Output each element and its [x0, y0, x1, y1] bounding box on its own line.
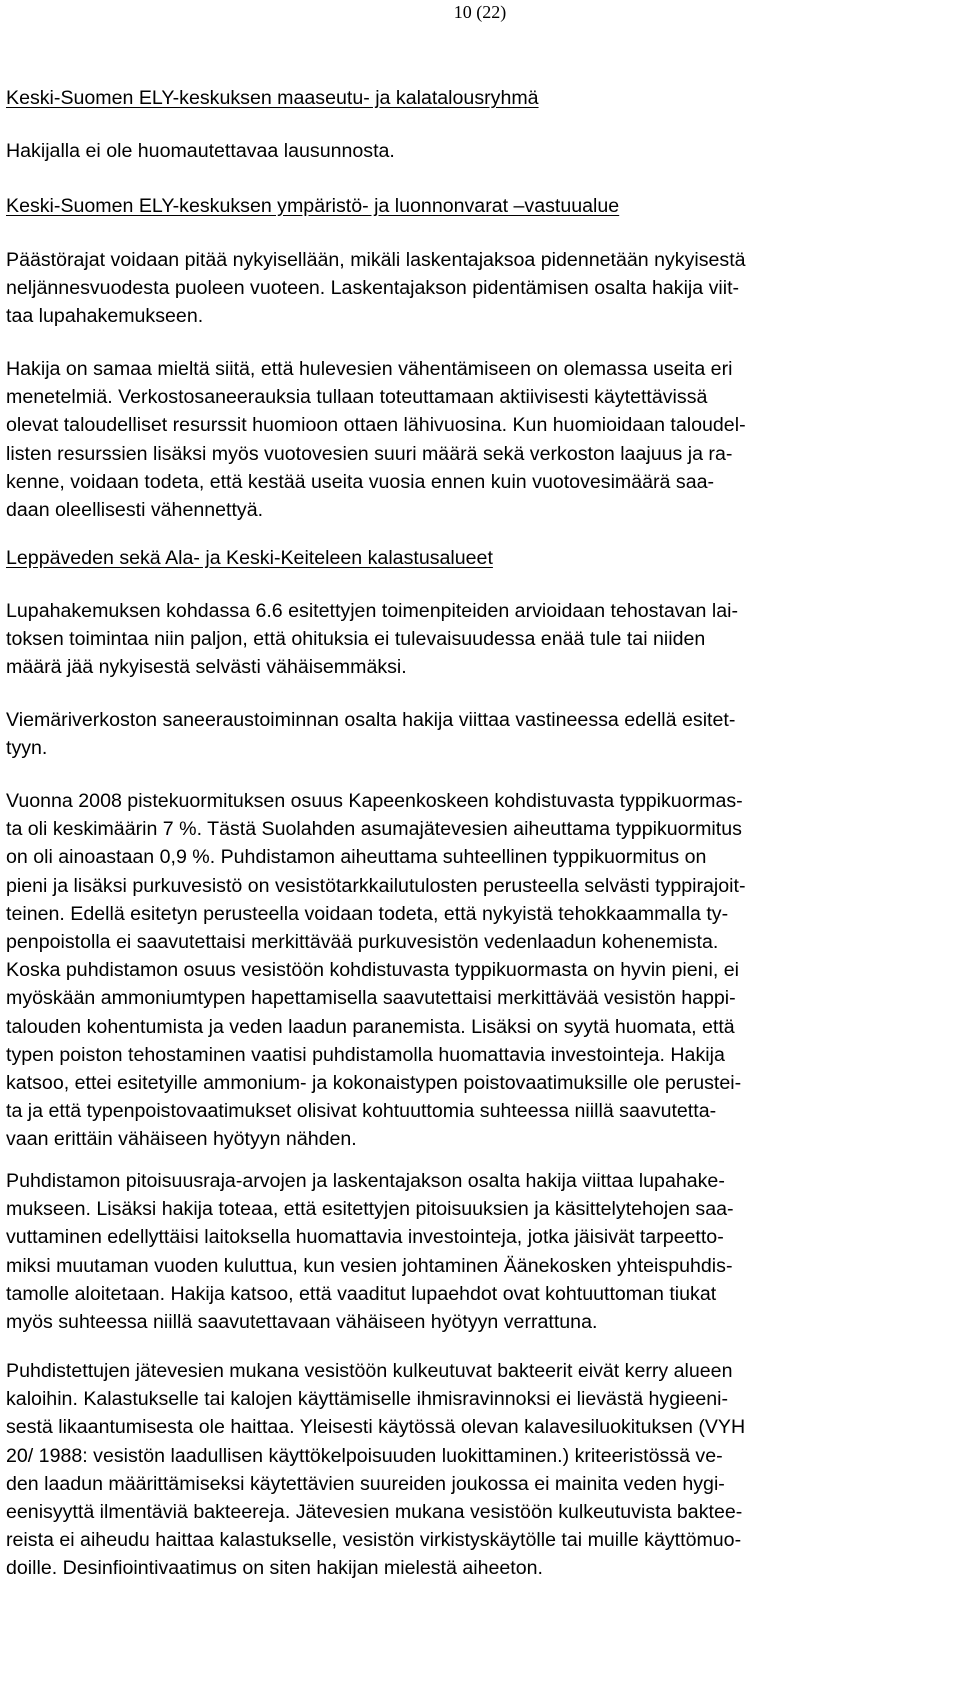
text-line: Koska puhdistamon osuus vesistöön kohdistuvasta typpikuormasta on hyvin pieni, ei — [6, 959, 740, 982]
paragraph-pitoisuusraja — [6, 1167, 950, 1336]
page-number-text: 10 (22) — [453, 2, 507, 22]
text-line: vuttaminen edellyttäisi laitoksella huomattavia investointeja, jotka jäisivät tarpeetto- — [6, 1226, 724, 1249]
text-line: den laadun määrittämiseksi käytettävien suureiden joukossa ei mainita veden hygi- — [6, 1472, 725, 1495]
text-line: Viemäriverkoston saneeraustoiminnan osalta hakija viittaa vastineessa edellä esitet- — [6, 709, 736, 731]
text-line: katsoo, ettei esitetyille ammonium- ja kokonaistypen poistovaatimuksille ole perustei- — [6, 1071, 742, 1094]
text-line: mukseen. Lisäksi hakija toteaa, että esitettyjen pitoisuuksien ja käsittelytehojen saa- — [6, 1198, 734, 1221]
text-line: listen resurssien lisäksi myös vuotovesien suuri määrä sekä verkoston laajuus ja ra- — [6, 442, 733, 465]
text-line: menetelmiä. Verkostosaneerauksia tullaan toteuttamaan aktiivisesti käytettävissä — [6, 386, 708, 409]
text-line: penpoistolla ei saavutettaisi merkittävää purkuvesistön vedenlaadun kohenemista. — [6, 930, 719, 953]
text-line: myös suhteessa niillä saavutettavaan vähäiseen hyötyyn verrattuna. — [6, 1310, 598, 1333]
paragraph-hulevesi — [6, 355, 950, 524]
section-heading-maaseutu — [6, 84, 950, 112]
text-line: eenisyyttä ilmentäviä bakteereja. Jätevesien mukana vesistöön kulkeutuvista baktee- — [6, 1500, 743, 1523]
text-line: miksi muutaman vuoden kuluttua, kun vesien johtaminen Äänekosken yhteispuhdis- — [6, 1254, 733, 1277]
paragraph-ohitukset — [6, 597, 950, 682]
heading-text: Keski-Suomen ELY-keskuksen ympäristö- ja luonnonvarat –vastuualue — [6, 195, 620, 217]
text-line: Hakija on samaa mieltä siitä, että hulevesien vähentämiseen on olemassa useita eri — [6, 358, 733, 380]
section-heading-kalastusalueet — [6, 544, 950, 572]
text-line: pieni ja lisäksi purkuvesistö on vesistötarkkailutulosten perusteella selvästi typpirajoit- — [6, 874, 746, 897]
text-line: reista ei aiheudu haittaa kalastukselle, vesistön virkistyskäytölle tai muille käyttömuo- — [6, 1529, 742, 1552]
paragraph-no-comments — [6, 137, 950, 165]
text-line: 20/ 1988: vesistön laadullisen käyttökelpoisuuden luokittaminen.) kriteeristössä ve- — [6, 1444, 723, 1467]
paragraph-bakteerit — [6, 1357, 950, 1583]
text-line: kenne, voidaan todeta, että kestää useita vuosia ennen kuin vuotovesimäärä saa- — [6, 470, 715, 493]
text-line: neljännesvuodesta puoleen vuoteen. Laskentajakson pidentämisen osalta hakija viit- — [6, 277, 740, 300]
page-number — [0, 0, 960, 28]
text-line: sestä likaantumisesta ole haittaa. Yleisesti käytössä olevan kalavesiluokituksen (VYH — [6, 1416, 746, 1439]
text-line: Lupahakemuksen kohdassa 6.6 esitettyjen toimenpiteiden arvioidaan tehostavan lai- — [6, 600, 738, 622]
text-line: talouden kohentumista ja veden laadun paranemista. Lisäksi on syytä huomata, että — [6, 1015, 735, 1038]
text-line: daan oleellisesti vähennettyä. — [6, 498, 264, 521]
paragraph-paastorajat — [6, 246, 950, 331]
text-line: ta ja että typenpoistovaatimukset olisivat kohtuuttomia suhteessa niillä saavutetta- — [6, 1100, 717, 1123]
text-line: vaan erittäin vähäiseen hyötyyn nähden. — [6, 1128, 357, 1151]
paragraph-viemariverkosto — [6, 706, 950, 762]
text-line: typen poiston tehostaminen vaatisi puhdistamolla huomattavia investointeja. Hakija — [6, 1043, 725, 1066]
text-line: olevat taloudelliset resurssit huomioon ottaen lähivuosina. Kun huomioidaan taloudel- — [6, 414, 746, 437]
text-line: myöskään ammoniumtypen hapettamisella saavutettaisi merkittävää vesistön happi- — [6, 987, 736, 1010]
text-line: taa lupahakemukseen. — [6, 305, 204, 328]
paragraph-typpikuormitus — [6, 787, 950, 1153]
text-line: Puhdistamon pitoisuusraja-arvojen ja laskentajakson osalta hakija viittaa lupahake- — [6, 1170, 725, 1192]
section-heading-ymparisto — [6, 192, 950, 220]
text-line: Hakijalla ei ole huomautettavaa lausunnosta. — [6, 140, 395, 162]
text-line: Päästörajat voidaan pitää nykyisellään, mikäli laskentajaksoa pidennetään nykyisestä — [6, 249, 746, 271]
text-line: doille. Desinfiointivaatimus on siten hakijan mielestä aiheeton. — [6, 1557, 543, 1580]
text-line: kaloihin. Kalastukselle tai kalojen käyttämiselle ihmisravinnoksi ei lievästä hygieeni- — [6, 1388, 729, 1411]
text-line: Vuonna 2008 pistekuormituksen osuus Kapeenkoskeen kohdistuvasta typpikuormas- — [6, 790, 743, 812]
text-line: teinen. Edellä esitetyn perusteella voidaan todeta, että nykyistä tehokkaammalla ty- — [6, 902, 729, 925]
text-line: Puhdistettujen jätevesien mukana vesistöön kulkeutuvat bakteerit eivät kerry alueen — [6, 1360, 733, 1382]
text-line: määrä jää nykyisestä selvästi vähäisemmäksi. — [6, 656, 407, 679]
text-line: tamolle aloitetaan. Hakija katsoo, että vaaditut lupaehdot ovat kohtuuttoman tiukat — [6, 1282, 717, 1305]
heading-text: Leppäveden sekä Ala- ja Keski-Keiteleen kalastusalueet — [6, 547, 493, 569]
heading-text: Keski-Suomen ELY-keskuksen maaseutu- ja kalatalousryhmä — [6, 87, 539, 109]
text-line: ta oli keskimäärin 7 %. Tästä Suolahden asumajätevesien aiheuttama typpikuormitus — [6, 818, 742, 841]
text-line: on oli ainoastaan 0,9 %. Puhdistamon aiheuttama suhteellinen typpikuormitus on — [6, 846, 707, 869]
text-line: tyyn. — [6, 737, 48, 760]
text-line: toksen toimintaa niin paljon, että ohituksia ei tulevaisuudessa enää tule tai niiden — [6, 628, 706, 651]
